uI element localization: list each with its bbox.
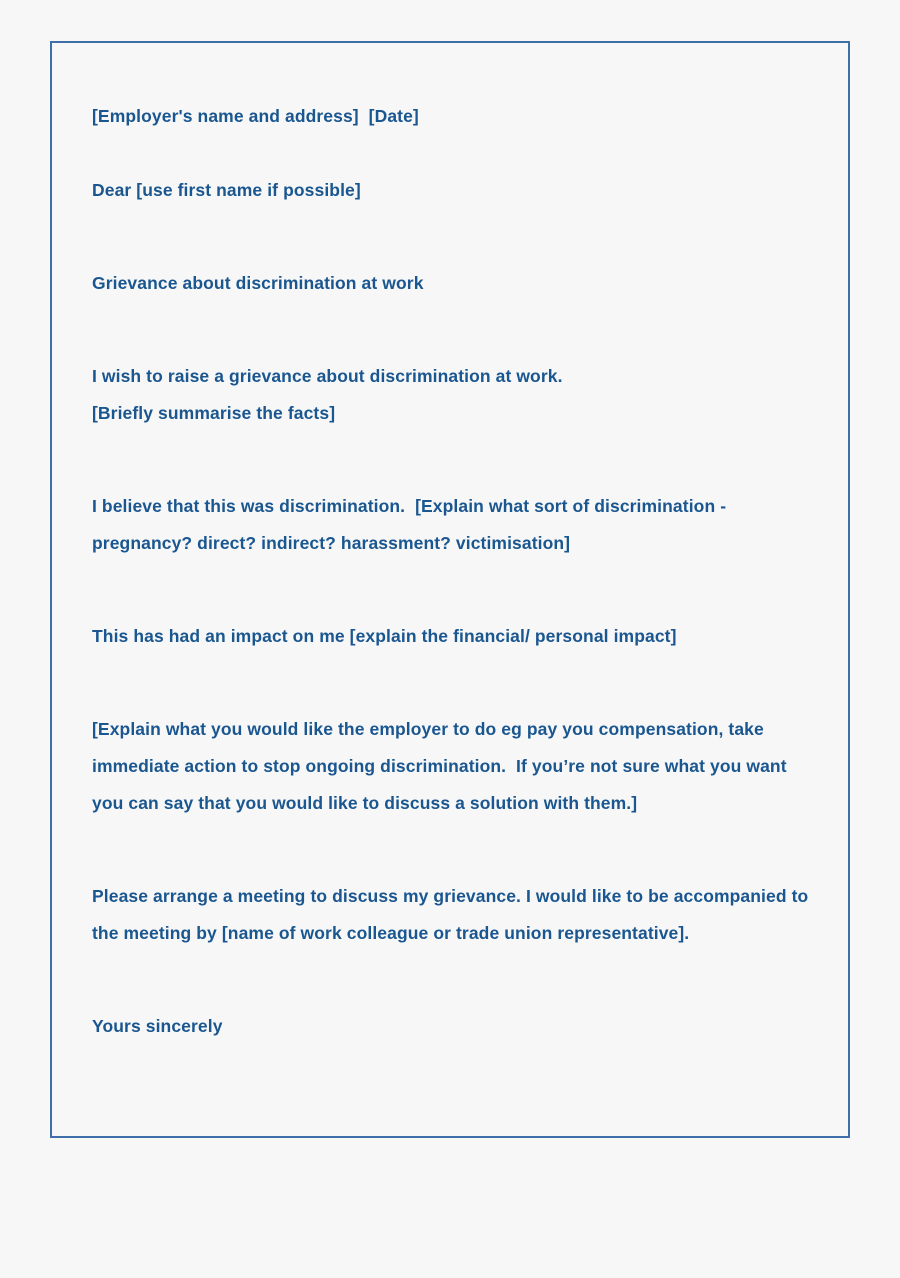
impact-paragraph: This has had an impact on me [explain the financial/ personal impact] — [92, 626, 677, 646]
spacer — [92, 302, 812, 358]
remedy-paragraph: [Explain what you would like the employer to do eg pay you compensation, take immediate action to stop ongoing discrimination. If you’re not sure what you want you can say that you would like to discuss a solution with them.] — [92, 719, 792, 813]
spacer — [92, 135, 812, 172]
meeting-request-paragraph: Please arrange a meeting to discuss my grievance. I would like to be accompanied to the meeting by [name of work colleague or trade union representative]. — [92, 886, 814, 943]
letter-content — [92, 98, 812, 1045]
spacer — [92, 822, 812, 878]
spacer — [92, 655, 812, 711]
salutation-line: Dear [use first name if possible] — [92, 180, 361, 200]
opening-paragraph: I wish to raise a grievance about discrimination at work. — [92, 366, 563, 386]
sign-off-line: Yours sincerely — [92, 1016, 223, 1036]
summary-prompt-paragraph: [Briefly summarise the facts] — [92, 403, 336, 423]
recipient-and-date-line: [Employer's name and address] [Date] — [92, 106, 419, 126]
subject-line: Grievance about discrimination at work — [92, 273, 424, 293]
spacer — [92, 562, 812, 618]
spacer — [92, 209, 812, 265]
spacer — [92, 432, 812, 488]
letter-border-frame — [50, 41, 850, 1138]
discrimination-paragraph: I believe that this was discrimination. [Explain what sort of discrimination - pregnancy? direct? indirect? harassment? victimisation] — [92, 496, 732, 553]
spacer — [92, 952, 812, 1008]
